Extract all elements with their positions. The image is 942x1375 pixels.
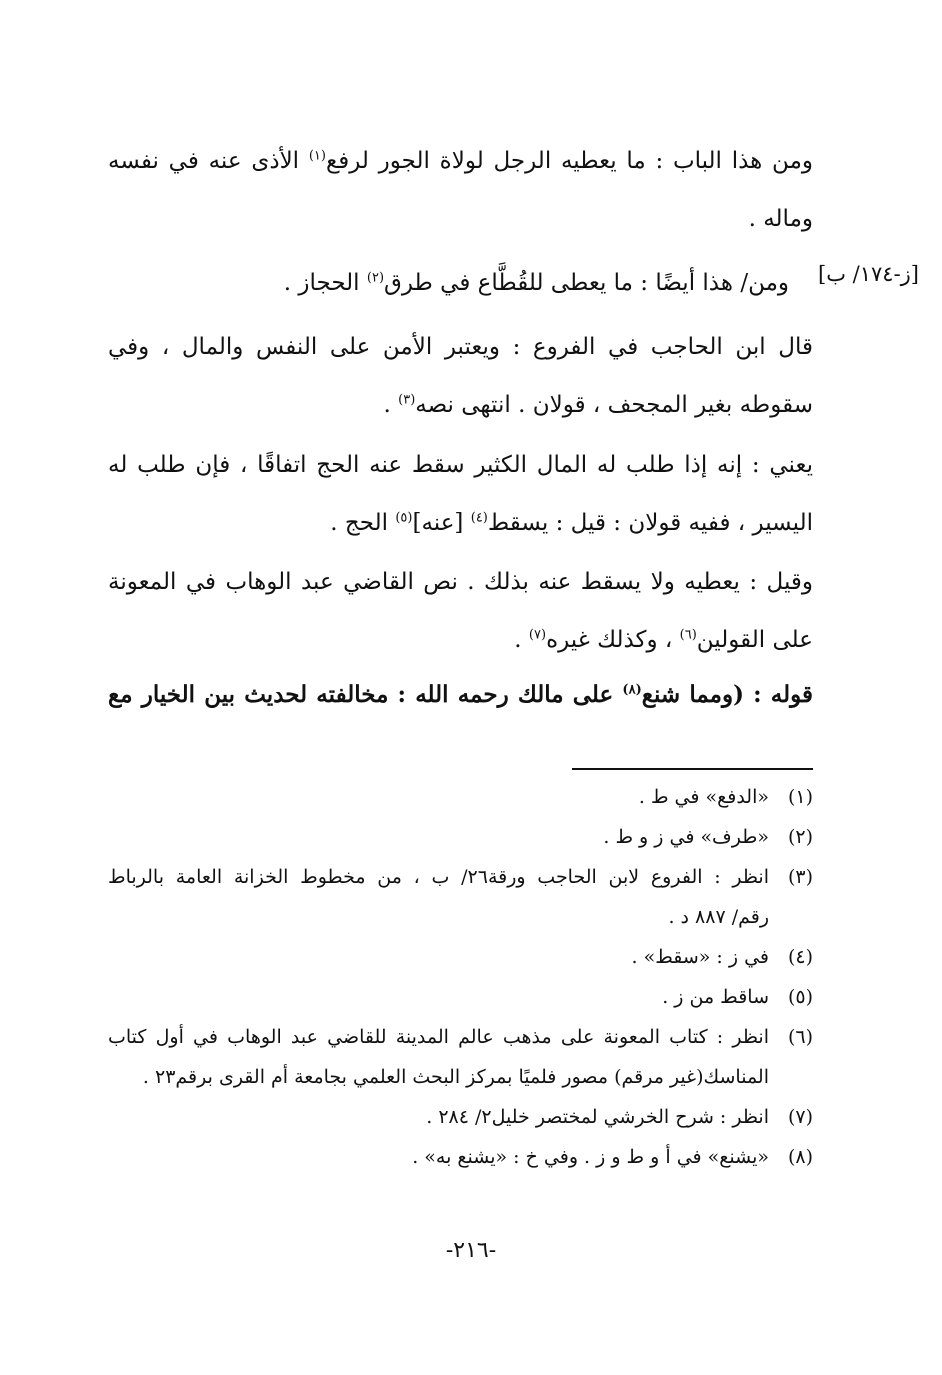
- footnote-8: [108, 1137, 813, 1177]
- paragraph-5-line-1: وقيل : يعطيه ولا يسقط عنه بذلك . نص القاضي عبد الوهاب في المعونة: [108, 569, 813, 595]
- footnote-ref-3: (٣): [398, 392, 416, 408]
- footnote-number: (١): [787, 786, 813, 808]
- footnote-text: «الدفع» في ط .: [638, 786, 769, 808]
- footnote-number: (٨): [787, 1146, 813, 1168]
- footnote-2: [108, 817, 813, 857]
- footnote-5: [108, 977, 813, 1017]
- footnote-text: «طرف» في ز و ط .: [603, 826, 769, 848]
- footnote-number: (٥): [787, 986, 813, 1008]
- footnote-3: [108, 857, 813, 937]
- paragraph-1: [108, 132, 813, 248]
- footnote-text: انظر : كتاب المعونة على مذهب عالم المدينة للقاضي عبد الوهاب في أول كتاب: [108, 1026, 769, 1048]
- footnote-text-continued: رقم/ ٨٨٧ د .: [668, 906, 769, 928]
- paragraph-4: [108, 436, 813, 552]
- footnote-1: [108, 777, 813, 817]
- paragraph-2-line-1: ومن/ هذا أيضًا : ما يعطى للقُطَّاع في طرق$^{(٢)}$ الحجاز .: [283, 270, 789, 296]
- paragraph-4-line-2: اليسير ، ففيه قولان : قيل : يسقط$^{(٤)}$ [عنه]$^{(٥)}$ الحج .: [330, 510, 813, 536]
- footnote-separator: [572, 768, 813, 770]
- footnote-text: «يشنع» في أ و ط و ز . وفي خ : «يشنع به» .: [412, 1146, 769, 1168]
- footnote-ref-2: (٢): [366, 270, 385, 286]
- paragraph-1-line-2: وماله .: [748, 206, 813, 232]
- paragraph-3-line-1: قال ابن الحاجب في الفروع : ويعتبر الأمن على النفس والمال ، وفي: [108, 334, 813, 360]
- footnote-ref-6: (٦): [679, 627, 697, 643]
- footnote-ref-5: (٥): [395, 510, 413, 526]
- margin-folio-reference: [ز-١٧٤/ ب]: [818, 262, 919, 286]
- footnote-text: في ز : «سقط» .: [631, 946, 769, 968]
- footnote-ref-7: (٧): [528, 627, 547, 643]
- paragraph-5-line-2: على القولين$^{(٦)}$ ، وكذلك غيره$^{(٧)}$ .: [514, 627, 813, 653]
- paragraph-4-line-1: يعني : إنه إذا طلب له المال الكثير سقط عنه الحج اتفاقًا ، فإن طلب له: [108, 452, 813, 478]
- paragraph-3: [108, 318, 813, 434]
- paragraph-5: [108, 553, 813, 669]
- paragraph-3-line-2: سقوطه بغير المجحف ، قولان . انتهى نصه$^{(٣)}$ .: [383, 392, 813, 418]
- footnote-number: (٣): [787, 866, 813, 888]
- paragraph-2: [108, 254, 813, 312]
- footnote-number: (٢): [787, 826, 813, 848]
- footnote-7: [108, 1097, 813, 1137]
- footnote-6: [108, 1017, 813, 1097]
- footnote-text: انظر : شرح الخرشي لمختصر خليل٢/ ٢٨٤ .: [426, 1106, 769, 1128]
- paragraph-1-line-1: ومن هذا الباب : ما يعطيه الرجل لولاة الجور لرفع$^{(١)}$ الأذى عنه في نفسه: [108, 148, 813, 174]
- paragraph-6-line-1: قوله : (ومما شنع$^{(٨)}$ على مالك رحمه الله : مخالفته لحديث بين الخيار مع: [108, 681, 813, 708]
- paragraph-6-bold-quote: [108, 666, 813, 724]
- footnotes: [108, 777, 813, 1177]
- page-number: -٢١٦-: [445, 1238, 497, 1263]
- footnote-number: (٧): [787, 1106, 813, 1128]
- footnote-text: انظر : الفروع لابن الحاجب ورقة٢٦/ ب ، من مخطوط الخزانة العامة بالرباط: [108, 866, 770, 888]
- footnote-ref-4: (٤): [470, 510, 488, 526]
- footnote-number: (٦): [787, 1026, 813, 1048]
- footnote-ref-1: (١): [308, 148, 326, 164]
- footnote-text: ساقط من ز .: [662, 986, 769, 1008]
- footnote-4: [108, 937, 813, 977]
- footnote-number: (٤): [787, 946, 813, 968]
- footnote-ref-8: (٨): [622, 682, 642, 698]
- footnote-text-continued: المناسك(غير مرقم) مصور فلميًا بمركز البحث العلمي بجامعة أم القرى برقم٢٣ .: [142, 1066, 769, 1088]
